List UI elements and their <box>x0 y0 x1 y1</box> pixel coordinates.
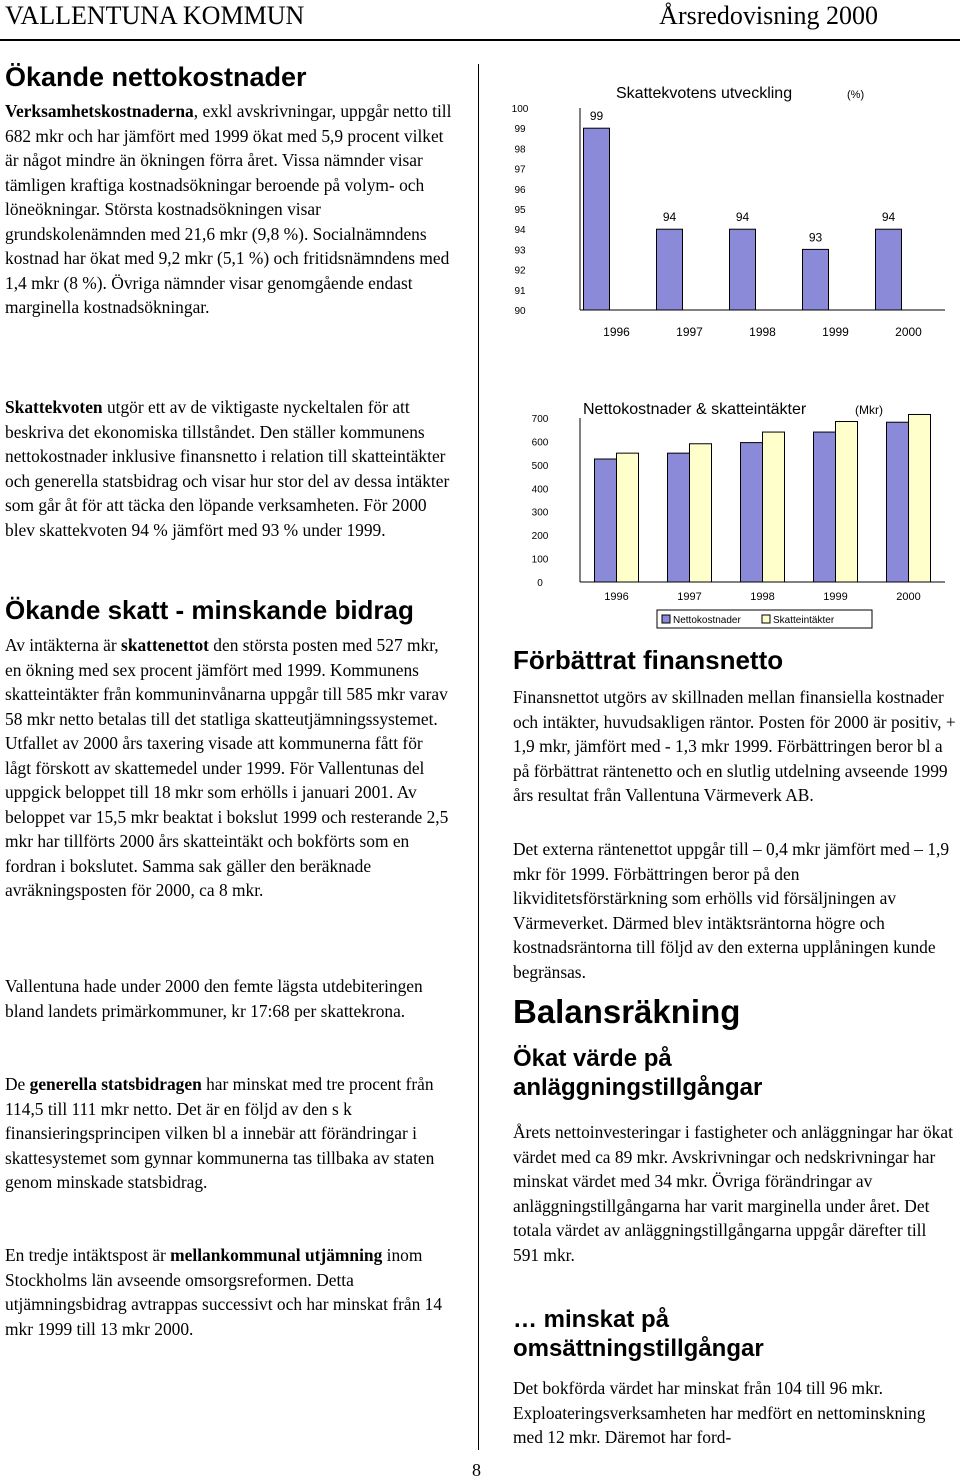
data-label: 94 <box>735 210 750 225</box>
y-tick-label: 93 <box>514 245 526 257</box>
paragraph-rantenetto: Det externa räntenettot uppgår till – 0,4 mkr jämfört med – 1,9 mkr för 1999. Förbättringen beror på den likviditetsförstärkning som erhölls vid försäljningen av Värmeverket. Därmed blev intäktsräntorna högre och kostnadsräntorna till följd av den externa upplåningen kunde begränsas. <box>513 839 950 982</box>
bar-nettokostnader <box>814 432 836 582</box>
paragraph-skattenettot <box>5 633 452 903</box>
bold-lead: Skattekvoten <box>5 397 103 417</box>
section-title-anlaggningstillgangar: Ökat värde på anläggningstillgångar <box>513 1045 763 1101</box>
legend-swatch <box>662 615 670 623</box>
y-tick-label: 500 <box>531 460 549 472</box>
y-tick-label: 400 <box>531 484 549 496</box>
chart-nettokostnader-skatteintakter <box>490 388 955 633</box>
y-tick-label: 96 <box>514 184 526 196</box>
legend-label: Nettokostnader <box>673 615 741 626</box>
organization-name: VALLENTUNA KOMMUN <box>5 1 305 30</box>
y-tick-label: 97 <box>514 164 526 176</box>
bar <box>876 229 902 310</box>
paragraph-text: har minskat med tre procent från 114,5 till 111 mkr netto. Det är en följd av den s k finansieringsprincipen vilken bl a innebär att förändringar i skattesystemet som gynnar kommunerna tas tillbaka av staten genom minskade statsbidrag. <box>5 1074 435 1192</box>
paragraph-anlaggningstillgangar: Årets nettoinvesteringar i fastigheter och anläggningar har ökat värdet med ca 89 mkr. Avskrivningar och nedskrivningar har minskat värdet med 34 mkr. Övriga förändringar av anläggningstillgångarna har varit marginella under året. Det totala värdet av anläggningstillgångarna uppgår därefter till 591 mkr. <box>513 1122 953 1265</box>
bar-skatteintakter <box>763 432 785 582</box>
bar <box>657 229 683 310</box>
paragraph-statsbidrag <box>5 1072 452 1195</box>
x-tick-label: 1998 <box>749 325 776 339</box>
bold-term: generella statsbidragen <box>29 1074 202 1094</box>
x-tick-label: 1998 <box>750 591 775 603</box>
bold-term: skattenettot <box>121 635 209 655</box>
bar-skatteintakter <box>617 453 639 582</box>
x-tick-label: 1996 <box>603 325 630 339</box>
x-tick-label: 1997 <box>677 591 702 603</box>
x-tick-label: 1999 <box>822 325 849 339</box>
x-tick-label: 2000 <box>895 325 922 339</box>
y-tick-label: 92 <box>514 265 526 277</box>
data-label: 93 <box>808 230 823 245</box>
y-tick-label: 98 <box>514 144 526 156</box>
bar <box>730 229 756 310</box>
paragraph-omsattningstillgangar: Det bokförda värdet har minskat från 104 till 96 mkr. Exploateringsverksamheten har medfört en nettominskning med 12 mkr. Däremot har ford- <box>513 1378 926 1447</box>
report-title: Årsredovisning 2000 <box>659 1 878 30</box>
data-label: 99 <box>589 109 604 124</box>
y-tick-label: 99 <box>514 124 526 136</box>
bar-nettokostnader <box>887 422 909 582</box>
column-divider <box>478 64 479 1450</box>
paragraph-text: En tredje intäktspost är <box>5 1245 171 1265</box>
paragraph-utdebitering: Vallentuna hade under 2000 den femte lägsta utdebiteringen bland landets primärkommuner, kr 17:68 per skattekrona. <box>5 976 423 1021</box>
chart-title: Nettokostnader & skatteintäkter <box>583 401 807 418</box>
y-tick-label: 90 <box>514 306 526 317</box>
x-tick-label: 1997 <box>676 325 703 339</box>
x-tick-label: 1999 <box>823 591 848 603</box>
bar-nettokostnader <box>595 459 617 582</box>
bold-lead: Verksamhetskostnaderna <box>5 101 194 121</box>
section-title-omsattningstillgangar: … minskat på omsättningstillgångar <box>513 1306 764 1362</box>
paragraph-text: Av intäkterna är <box>5 635 122 655</box>
y-tick-label: 100 <box>531 554 549 566</box>
y-tick-label: 700 <box>531 414 549 425</box>
section-title-nettokostnader: Ökande nettokostnader <box>5 62 307 92</box>
x-tick-label: 1996 <box>604 591 629 603</box>
bar-skatteintakter <box>909 414 931 582</box>
page-header <box>0 0 960 36</box>
bar <box>584 128 610 310</box>
legend-label: Skatteintäkter <box>773 615 835 626</box>
paragraph-text: den största posten med 527 mkr, en ökning med sex procent jämfört med 1999. Kommunens skatteintäkter från kommuninvånarna uppgår till 585 mkr varav 58 mkr netto betalas till det statliga skatteutjämningssystemet. Utfallet av 2000 års taxering visade att kommunerna fått för lågt förskott av skattemedel under 1999. För Vallentunas del uppgick beloppet till 18 mkr som erhölls i januari 2001. Av beloppet var 15,5 mkr beaktat i bokslut 1999 och resterande 2,5 mkr har tillförts 2000 års skatteintäkt och bokförts som en fordran i bokslutet. Samma sak gäller den beräknade avräkningsposten för 2000, ca 8 mkr. <box>5 635 449 900</box>
paragraph-text: inom Stockholms län avseende omsorgsreformen. Detta utjämningsbidrag avtrappas successivt och har minskat från 14 mkr 1999 till 13 mkr 2000. <box>5 1245 443 1339</box>
y-tick-label: 94 <box>514 225 526 237</box>
bold-term: mellankommunal utjämning <box>170 1245 383 1265</box>
bar-skatteintakter <box>836 422 858 582</box>
x-tick-label: 2000 <box>896 591 921 603</box>
page-number: 8 <box>472 1460 481 1480</box>
y-tick-label: 0 <box>537 578 543 589</box>
paragraph-text: , exkl avskrivningar, uppgår netto till 682 mkr och har jämfört med 1999 ökat med 5,9 procent vilket är något mindre än ökningen förra året. Vissa nämnder visar tämligen kraftiga kostnadsökningar beroende på volym- och löneökningar. Största kostnadsökningen visar grundskolenämnden med 21,6 mkr (9,8 %). Socialnämndens kostnad har ökat med 9,2 mkr (5,1 %) och fritidsnämndens med 1,4 mkr (8 %). Övriga nämnder visar genomgående endast marginella kostnadsökningar. <box>5 101 452 317</box>
bar <box>803 249 829 310</box>
chart-title-unit: (Mkr) <box>855 403 883 417</box>
bar-nettokostnader <box>668 453 690 582</box>
data-label: 94 <box>881 210 896 225</box>
bar-nettokostnader <box>741 443 763 582</box>
y-tick-label: 100 <box>511 104 529 115</box>
chart-title: Skattekvotens utveckling <box>616 85 793 102</box>
data-label: 94 <box>662 210 677 225</box>
y-tick-label: 300 <box>531 507 549 519</box>
section-title-finansnetto: Förbättrat finansnetto <box>513 645 784 675</box>
paragraph-utjamning <box>5 1243 452 1341</box>
y-tick-label: 91 <box>514 285 526 297</box>
y-tick-label: 600 <box>531 437 549 449</box>
header-rule <box>0 39 960 41</box>
legend-swatch <box>762 615 770 623</box>
bar-skatteintakter <box>690 444 712 582</box>
paragraph-finansnetto: Finansnettot utgörs av skillnaden mellan finansiella kostnader och intäkter, huvudsakligen räntor. Posten för 2000 är positiv, + 1,9 mkr, jämfört med - 1,3 mkr 1999. Förbättringen beror bl a på förbättrat räntenetto och en slutlig utdelning avseende 1999 års resultat från Vallentuna Värmeverk AB. <box>513 687 956 805</box>
paragraph-text: De <box>5 1074 30 1094</box>
section-title-skatt-bidrag: Ökande skatt - minskande bidrag <box>5 595 414 625</box>
paragraph-verksamhetskostnader <box>5 99 452 320</box>
paragraph-skattekvoten <box>5 395 452 542</box>
y-tick-label: 200 <box>531 531 549 543</box>
chart-title-unit: (%) <box>847 89 865 101</box>
chart-skattekvot <box>490 70 955 355</box>
y-tick-label: 95 <box>514 205 526 216</box>
paragraph-text: utgör ett av de viktigaste nyckeltalen för att beskriva det ekonomiska tillståndet. Den ställer kommunens nettokostnader inklusive finansnetto i relation till skatteintäkter och generella statsbidrag och visar hur stor del av dessa intäkter som går åt för att täcka den löpande verksamheten. För 2000 blev skattekvoten 94 % jämfört med 93 % under 1999. <box>5 397 450 540</box>
section-title-balansrakning: Balansräkning <box>513 993 741 1030</box>
